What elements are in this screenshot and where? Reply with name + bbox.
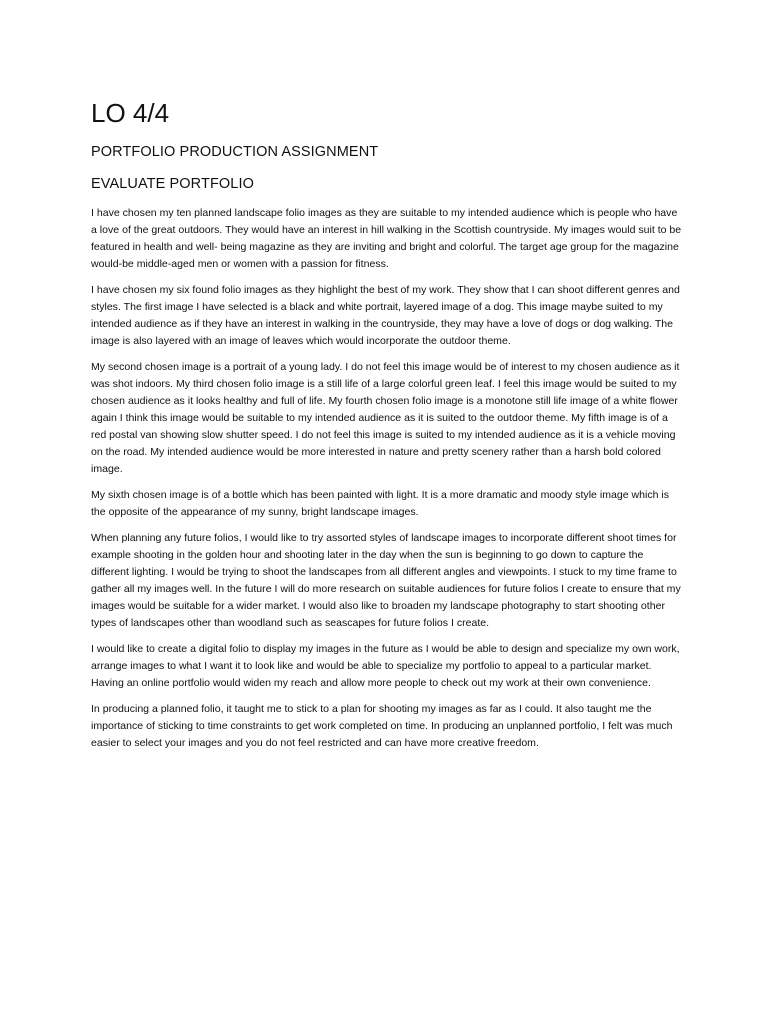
document-title: LO 4/4 — [91, 98, 170, 128]
evaluate-heading: EVALUATE PORTFOLIO — [91, 176, 254, 192]
paragraph-1: I have chosen my ten planned landscape folio images as they are suitable to my intended audience which is people who have a love of the great outdoors. They would have an interest in hill walking in the Scottish countryside. My images would suit to be featured in health and well- being magazine as they are inviting and bright and colorful. The target age group for the magazine would-be middle-aged men or women with a passion for fitness. — [91, 207, 682, 270]
document-body — [91, 97, 683, 761]
paragraph-5: When planning any future folios, I would like to try assorted styles of landscape images to incorporate different shoot times for example shooting in the golden hour and shooting later in the day when the sun is beginning to go down to capture the different lighting. I would be trying to shoot the landscapes from all different angles and viewpoints. I stuck to my time frame to gather all my images well. In the future I will do more research on suitable audiences for future folios I create to ensure that my images would be suitable for a wider market. I would also like to broaden my landscape photography to start shooting other types of landscapes other than woodland such as seascapes for future folios I create. — [91, 532, 681, 629]
paragraph-6: I would like to create a digital folio to display my images in the future as I would be able to design and specialize my own work, arrange images to what I want it to look like and would be able to specialize my portfolio to appeal to a particular market. Having an online portfolio would widen my reach and allow more people to check out my work at their own convenience. — [91, 643, 680, 689]
paragraph-2: I have chosen my six found folio images as they highlight the best of my work. They show that I can shoot different genres and styles. The first image I have selected is a black and white portrait, layered image of a dog. This image maybe suited to my intended audience as if they have an interest in walking in the countryside, they may have a love of dogs or dog walking. The image is also layered with an image of leaves which would incorporate the outdoor theme. — [91, 284, 680, 347]
paragraph-4: My sixth chosen image is of a bottle which has been painted with light. It is a more dramatic and moody style image which is the opposite of the appearance of my sunny, bright landscape images. — [91, 489, 670, 518]
assignment-heading: PORTFOLIO PRODUCTION ASSIGNMENT — [91, 144, 379, 160]
paragraph-7: In producing a planned folio, it taught me to stick to a plan for shooting my images as far as I could. It also taught me the importance of sticking to time constraints to get work completed on time. In producing an unplanned portfolio, I felt was much easier to select your images and you do not feel restricted and can have more creative freedom. — [91, 703, 673, 749]
paragraph-3: My second chosen image is a portrait of a young lady. I do not feel this image would be of interest to my chosen audience as it was shot indoors. My third chosen folio image is a still life of a large colorful green leaf. I feel this image would be suited to my chosen audience as it looks healthy and full of life. My fourth chosen folio image is a monotone still life image of a white flower again I think this image would be suitable to my intended audience as it is suited to the outdoor theme. My fifth image is of a red postal van showing slow shutter speed. I do not feel this image is suited to my intended audience as it is a vehicle moving on the road. My intended audience would be more interested in nature and pretty scenery rather than a harsh bold colored image. — [91, 361, 680, 475]
